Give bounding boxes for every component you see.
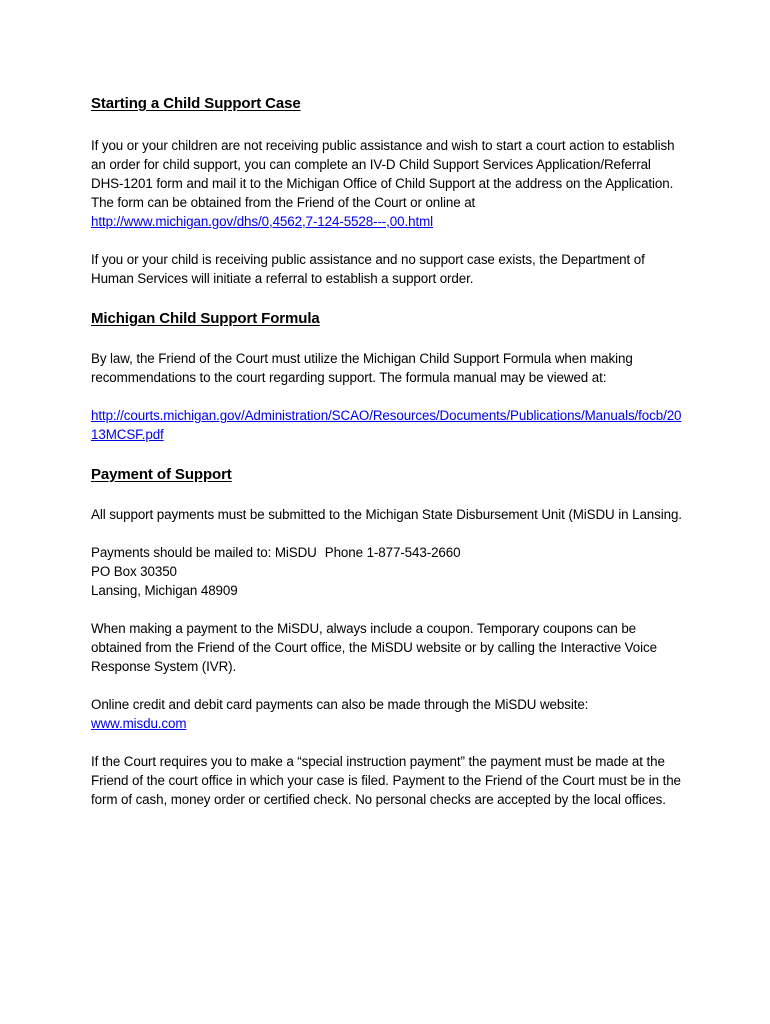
mail-to-label: Payments should be mailed to: MiSDU <box>91 545 317 560</box>
paragraph-starting-case-intro <box>91 136 686 231</box>
paragraph-formula: By law, the Friend of the Court must utilize the Michigan Child Support Formula when making recommendations to the court regarding support. The formula manual may be viewed at: <box>91 351 633 385</box>
mailing-address-line-3: Lansing, Michigan 48909 <box>91 583 238 598</box>
section-title-formula: Michigan Child Support Formula <box>91 310 320 327</box>
paragraph-misdu-submission: All support payments must be submitted to the Michigan State Disbursement Unit (MiSDU in Lansing. <box>91 507 682 522</box>
mailing-address-line-1 <box>91 543 686 562</box>
dhs-application-link[interactable]: http://www.michigan.gov/dhs/0,4562,7-124-5528---,00.html <box>91 214 434 229</box>
paragraph-public-assistance: If you or your child is receiving public assistance and no support case exists, the Department of Human Services will initiate a referral to establish a support order. <box>91 252 645 286</box>
mailing-address-block <box>91 543 686 600</box>
misdu-website-link[interactable]: www.misdu.com <box>91 716 187 731</box>
formula-manual-link[interactable]: http://courts.michigan.gov/Administration/SCAO/Resources/Documents/Publications/Manuals/focb/2013MCSF.pdf <box>91 408 682 442</box>
paragraph-coupon: When making a payment to the MiSDU, always include a coupon. Temporary coupons can be obtained from the Friend of the Court office, the MiSDU website or by calling the Interactive Voice Response System (IVR). <box>91 621 657 674</box>
section-title-payment: Payment of Support <box>91 466 232 483</box>
formula-manual-link-paragraph <box>91 406 686 444</box>
paragraph-text: Online credit and debit card payments can also be made through the MiSDU website: <box>91 697 589 712</box>
document-page <box>91 93 686 809</box>
misdu-phone: Phone 1-877-543-2660 <box>324 545 461 560</box>
mailing-address-line-2: PO Box 30350 <box>91 564 177 579</box>
section-title-starting-case: Starting a Child Support Case <box>91 95 301 112</box>
paragraph-special-instruction: If the Court requires you to make a “special instruction payment” the payment must be made at the Friend of the court office in which your case is filed. Payment to the Friend of the Court must be in the form of cash, money order or certified check. No personal checks are accepted by the local offices. <box>91 754 681 807</box>
paragraph-online-payments <box>91 695 686 733</box>
paragraph-text: If you or your children are not receiving public assistance and wish to start a court action to establish an order for child support, you can complete an IV-D Child Support Services Application/Referral DHS-1201 form and mail it to the Michigan Office of Child Support at the address on the Application. The form can be obtained from the Friend of the Court or online at <box>91 138 675 210</box>
